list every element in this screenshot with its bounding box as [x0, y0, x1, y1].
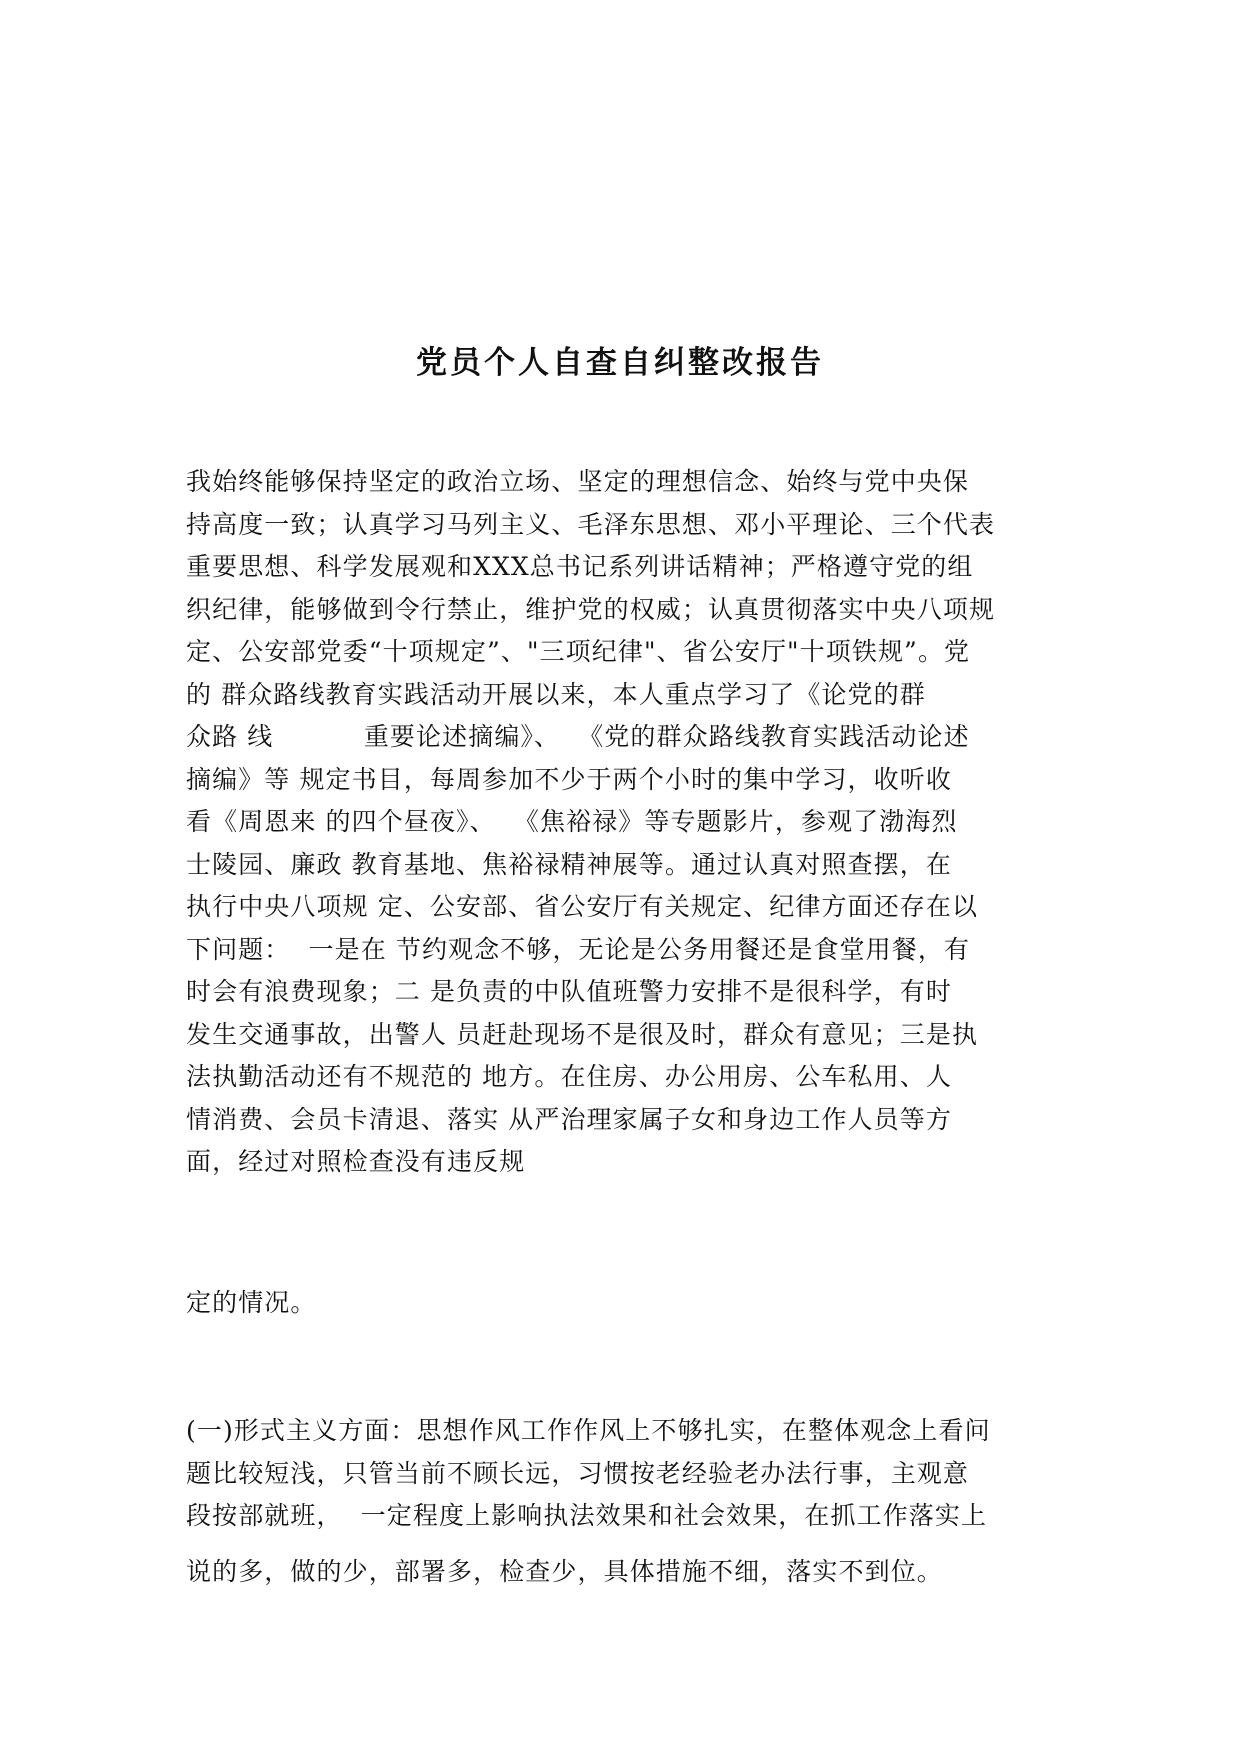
- paragraph-line: 段按部就班， 一定程度上影响执法效果和社会效果，在抓工作落实上: [186, 1501, 988, 1530]
- paragraph-line: 面，经过对照检查没有违反规: [186, 1147, 526, 1176]
- document-title: 党员个人自查自纠整改报告: [416, 345, 824, 381]
- paragraph-line: 说的多，做的少，部署多，检查少，具体措施不细，落实不到位。: [186, 1556, 943, 1586]
- paragraph-line: 定的情况。: [186, 1288, 317, 1317]
- continuation-paragraph: [186, 1282, 1066, 1325]
- paragraph-line: 题比较短浅，只管当前不顾长远，习惯按老经验老办法行事，主观意: [186, 1458, 970, 1488]
- section-formalism: [186, 1410, 1066, 1593]
- paragraph-line: 法执勤活动还有不规范的 地方。在住房、办公用房、公车私用、人: [186, 1062, 952, 1091]
- paragraph-line: 发生交通事故，出警人 员赶赴现场不是很及时，群众有意见；三是执: [186, 1019, 979, 1049]
- paragraph-line: 众路 线 重要论述摘编》、 《党的群众路线教育实践活动论述: [186, 722, 970, 751]
- main-paragraph: [186, 461, 1066, 1184]
- paragraph-line: (一)形式主义方面：思想作风工作作风上不够扎实，在整体观念上看问: [186, 1416, 991, 1445]
- paragraph-line: 的 群众路线教育实践活动开展以来，本人重点学习了《论党的群: [186, 679, 926, 709]
- paragraph-line: 定、公安部党委“十项规定”、"三项纪律"、省公安厅"十项铁规”。党: [186, 637, 971, 666]
- paragraph-line: 看《周恩来 的四个昼夜》、 《焦裕禄》等专题影片，参观了渤海烈: [186, 807, 958, 836]
- paragraph-line: 摘编》等 规定书目，每周参加不少于两个小时的集中学习，收听收: [186, 764, 952, 794]
- paragraph-line: 织纪律，能够做到令行禁止，维护党的权威；认真贯彻落实中央八项规: [186, 594, 996, 624]
- paragraph-line: 执行中央八项规 定、公安部、省公安厅有关规定、纪律方面还存在以: [186, 892, 979, 921]
- paragraph-line: 情消费、会员卡清退、落实 从严治理家属子女和身边工作人员等方: [186, 1104, 952, 1134]
- paragraph-line: 重要思想、科学发展观和XXX总书记系列讲话精神；严格遵守党的组: [186, 552, 974, 581]
- paragraph-line: 时会有浪费现象；二 是负责的中队值班警力安排不是很科学，有时: [186, 977, 952, 1006]
- paragraph-line: 持高度一致；认真学习马列主义、毛泽东思想、邓小平理论、三个代表: [186, 509, 996, 539]
- paragraph-line: 士陵园、廉政 教育基地、焦裕禄精神展等。通过认真对照查摆，在: [186, 849, 952, 879]
- paragraph-line: 我始终能够保持坚定的政治立场、坚定的理想信念、始终与党中央保: [186, 467, 970, 496]
- paragraph-line: 下问题： 一是在 节约观念不够，无论是公务用餐还是食堂用餐，有: [186, 934, 971, 964]
